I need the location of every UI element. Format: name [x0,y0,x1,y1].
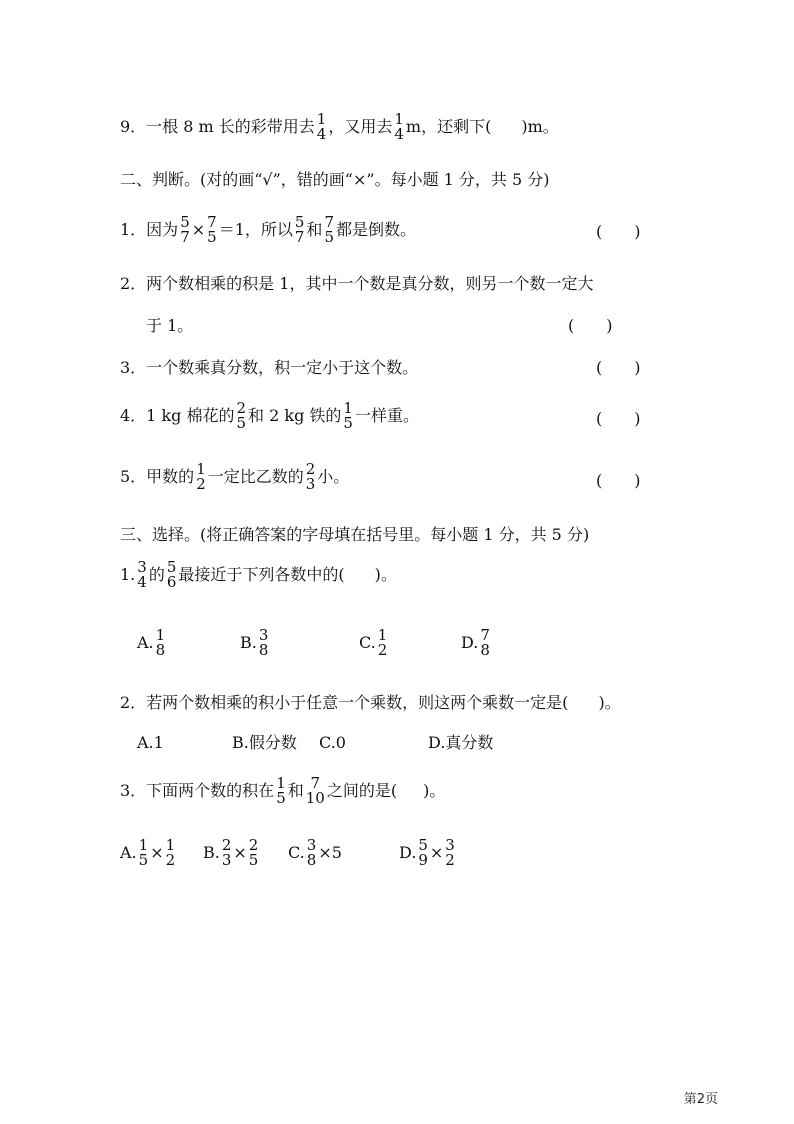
fraction: 2 3 [305,460,316,493]
fraction: 1 2 [377,626,388,659]
fraction: 1 4 [394,110,404,143]
judge-2: 2．两个数相乘的积是 1，其中一个数是真分数，则另一个数一定大 [120,274,594,293]
judge-1: 1．因为 5 7 × 7 5 ＝1，所以 5 7 和 7 5 都是倒数。 [120,213,416,246]
choice-1-option-d[interactable]: D. 7 8 [461,626,490,659]
fraction: 1 2 [196,460,206,493]
answer-paren[interactable]: ( ) [568,316,613,335]
fraction: 5 7 [294,213,305,246]
fraction: 3 4 [137,558,147,591]
judge-4: 4．1 kg 棉花的 2 5 和 2 kg 铁的 1 5 一样重。 [120,399,419,432]
fraction: 1 4 [316,110,327,143]
choice-2-option-c[interactable]: C.0 [319,733,346,752]
section-3-title: 三、选择。(将正确答案的字母填在括号里。每小题 1 分，共 5 分) [120,525,590,544]
answer-paren[interactable]: ( ) [596,222,641,241]
choice-3-option-d[interactable]: D. 5 9 × 3 2 [399,836,455,869]
choice-3-option-c[interactable]: C. 3 8 ×5 [288,836,342,869]
fraction: 2 5 [236,399,247,432]
choice-3-option-b[interactable]: B. 2 3 × 2 5 [203,836,259,869]
fraction: 2 3 [221,836,232,869]
choice-3-option-a[interactable]: A. 1 5 × 1 2 [120,836,176,869]
fraction: 5 9 [418,836,428,869]
page-number: 第2页 [683,1092,718,1107]
judge-5: 5．甲数的 1 2 一定比乙数的 2 3 小。 [120,460,350,493]
answer-paren[interactable]: ( ) [596,358,641,377]
fraction: 7 8 [480,626,490,659]
fraction: 1 8 [155,626,166,659]
fraction: 2 5 [248,836,259,869]
choice-1-option-b[interactable]: B. 3 8 [240,626,269,659]
fraction: 1 5 [138,836,149,869]
choice-2-option-d[interactable]: D.真分数 [428,733,494,752]
choice-2: 2．若两个数相乘的积小于任意一个乘数，则这两个乘数一定是( )。 [120,693,621,712]
choice-1-option-a[interactable]: A. 1 8 [137,626,166,659]
answer-paren[interactable]: ( ) [596,471,641,490]
choice-2-option-b[interactable]: B.假分数 [232,733,297,752]
judge-3: 3．一个数乘真分数，积一定小于这个数。 [120,358,419,377]
fraction: 5 6 [166,558,177,591]
section-2-title: 二、判断。(对的画“√”，错的画“×”。每小题 1 分，共 5 分) [120,170,550,189]
judge-2-cont: 于 1。 [146,316,194,335]
fraction: 1 2 [165,836,176,869]
fraction: 7 10 [305,774,325,807]
fraction: 1 5 [276,774,286,807]
fraction: 1 5 [343,399,353,432]
choice-2-option-a[interactable]: A.1 [137,733,164,752]
answer-paren[interactable]: ( ) [596,409,641,428]
fraction: 5 7 [180,213,190,246]
fraction: 3 8 [306,836,317,869]
choice-3: 3．下面两个数的积在 1 5 和 7 10 之间的是( )。 [120,774,446,807]
choice-1-option-c[interactable]: C. 1 2 [359,626,388,659]
fraction: 3 8 [258,626,269,659]
choice-1: 1. 3 4 的 5 6 最接近于下列各数中的( )。 [120,558,397,591]
fraction: 7 5 [324,213,334,246]
fraction: 3 2 [445,836,455,869]
question-9: 9．一根 8 m 长的彩带用去 1 4 ，又用去 1 4 m，还剩下( )m。 [120,110,559,143]
fraction: 7 5 [207,213,217,246]
